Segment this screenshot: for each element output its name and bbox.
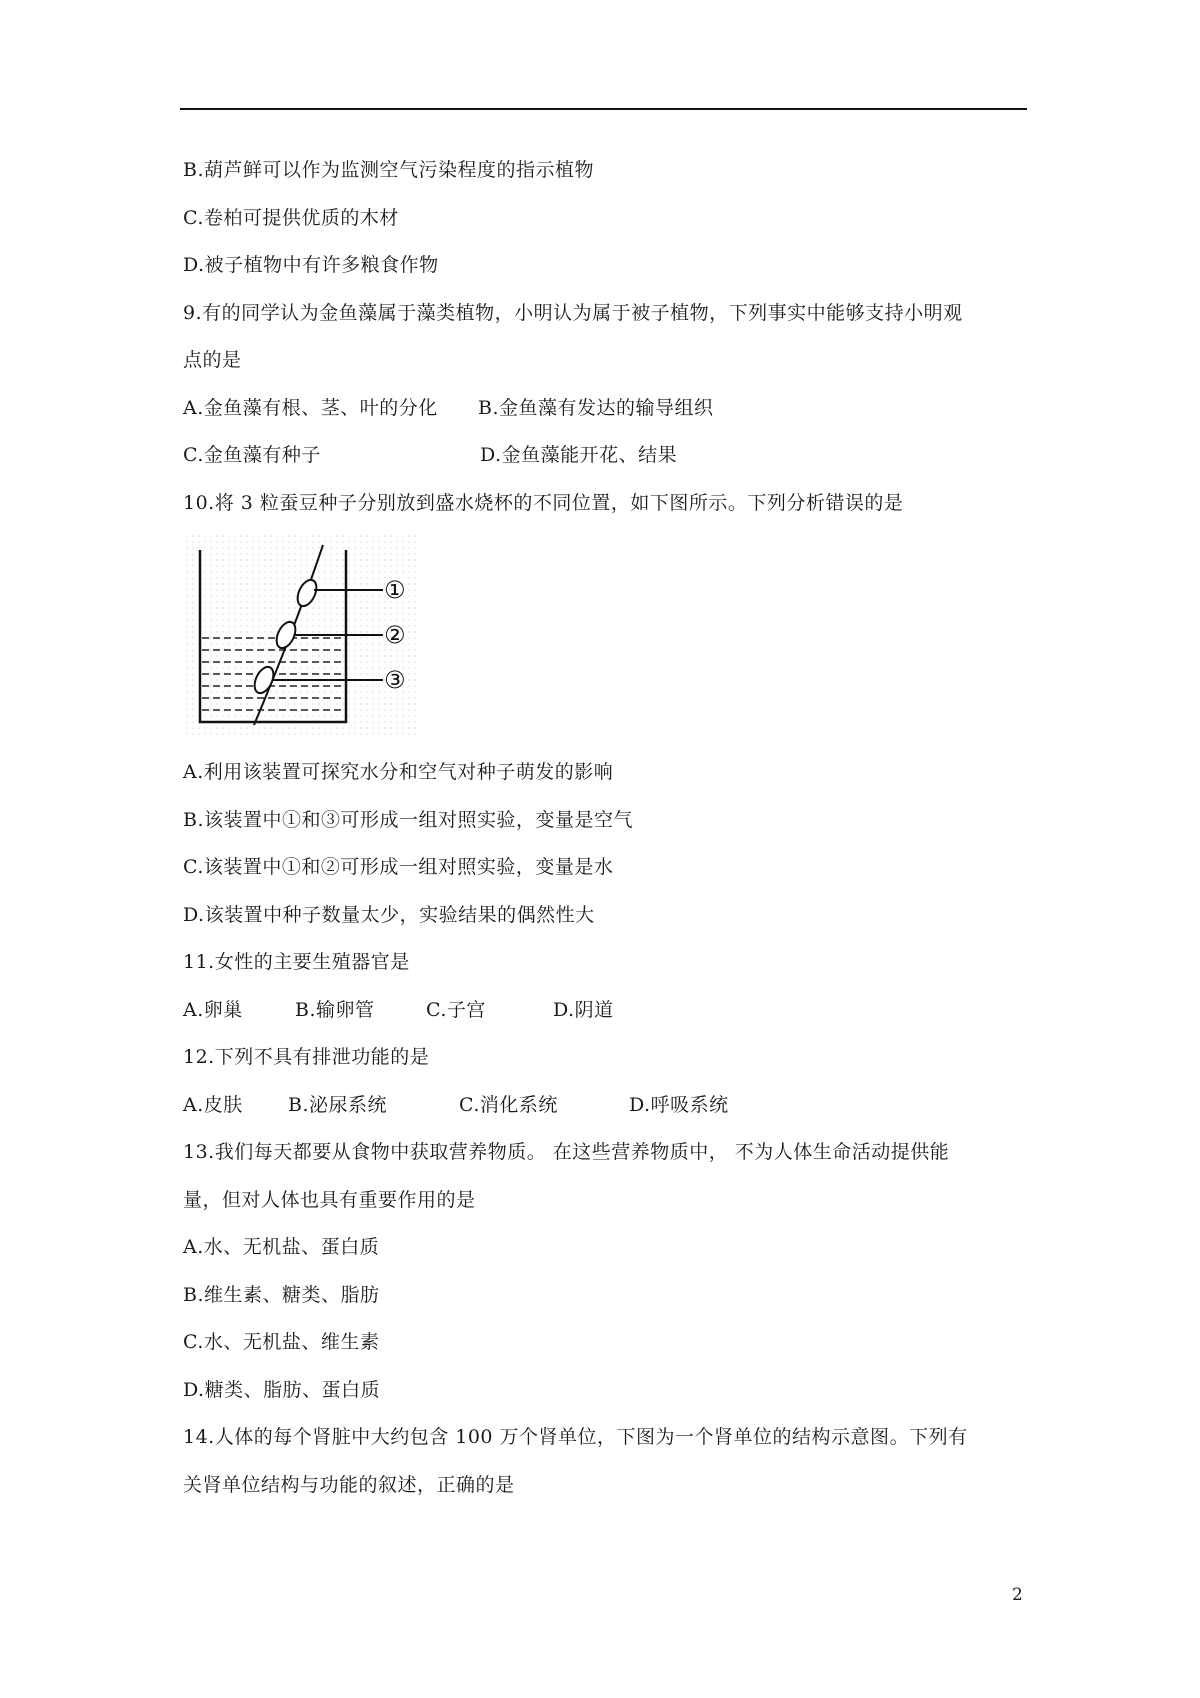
q8-option-b: B.葫芦鲜可以作为监测空气污染程度的指示植物 (183, 159, 595, 181)
label-2: ② (384, 621, 406, 649)
q11-option-a: A.卵巢 (183, 999, 243, 1021)
q9-stem-line1: 9.有的同学认为金鱼藻属于藻类植物，小明认为属于被子植物，下列事实中能够支持小明观 (183, 302, 963, 324)
q12-options (183, 1093, 1023, 1117)
q8-option-d: D.被子植物中有许多粮食作物 (183, 254, 439, 276)
beaker-seed-figure (186, 535, 418, 735)
q11-options (183, 998, 1023, 1022)
q9-options-row2 (183, 443, 1023, 467)
q12-option-c: C.消化系统 (459, 1094, 558, 1116)
q9-stem-line2: 点的是 (183, 349, 242, 371)
header-rule (180, 108, 1027, 110)
q14-stem-line1: 14.人体的每个肾脏中大约包含 100 万个肾单位，下图为一个肾单位的结构示意图。下列有 (183, 1426, 968, 1448)
q10-option-c: C.该装置中①和②可形成一组对照实验，变量是水 (183, 856, 614, 878)
q12-option-d: D.呼吸系统 (629, 1094, 729, 1116)
q13-option-b: B.维生素、糖类、脂肪 (183, 1284, 380, 1306)
q13-option-a: A.水、无机盐、蛋白质 (183, 1236, 380, 1258)
q9-option-c: C.金鱼藻有种子 (183, 444, 321, 466)
q13-option-d: D.糖类、脂肪、蛋白质 (183, 1379, 381, 1401)
q12-option-b: B.泌尿系统 (288, 1094, 388, 1116)
q13-option-c: C.水、无机盐、维生素 (183, 1331, 380, 1353)
q12-option-a: A.皮肤 (183, 1094, 243, 1116)
q13-stem-line1: 13.我们每天都要从食物中获取营养物质。 在这些营养物质中， 不为人体生命活动提供能 (183, 1141, 950, 1163)
q11-option-b: B.输卵管 (295, 999, 375, 1021)
q13-stem-line2: 量，但对人体也具有重要作用的是 (183, 1189, 476, 1211)
q10-option-b: B.该装置中①和③可形成一组对照实验，变量是空气 (183, 809, 634, 831)
q9-option-a: A.金鱼藻有根、茎、叶的分化 (183, 397, 438, 419)
label-3: ③ (384, 666, 406, 694)
q10-option-a: A.利用该装置可探究水分和空气对种子萌发的影响 (183, 761, 614, 783)
page-number: 2 (1012, 1585, 1023, 1605)
q11-option-d: D.阴道 (553, 999, 614, 1021)
q9-option-b: B.金鱼藻有发达的输导组织 (478, 397, 714, 419)
q8-option-c: C.卷柏可提供优质的木材 (183, 207, 399, 229)
q12-stem: 12.下列不具有排泄功能的是 (183, 1046, 430, 1068)
q9-option-d: D.金鱼藻能开花、结果 (480, 444, 678, 466)
q14-stem-line2: 关肾单位结构与功能的叙述，正确的是 (183, 1474, 515, 1496)
q11-stem: 11.女性的主要生殖器官是 (183, 951, 410, 973)
q10-option-d: D.该装置中种子数量太少，实验结果的偶然性大 (183, 904, 595, 926)
q11-option-c: C.子宫 (426, 999, 486, 1021)
q9-options-row1 (183, 396, 1023, 420)
q10-stem: 10.将 3 粒蚕豆种子分别放到盛水烧杯的不同位置，如下图所示。下列分析错误的是 (183, 492, 904, 514)
label-1: ① (384, 576, 406, 604)
